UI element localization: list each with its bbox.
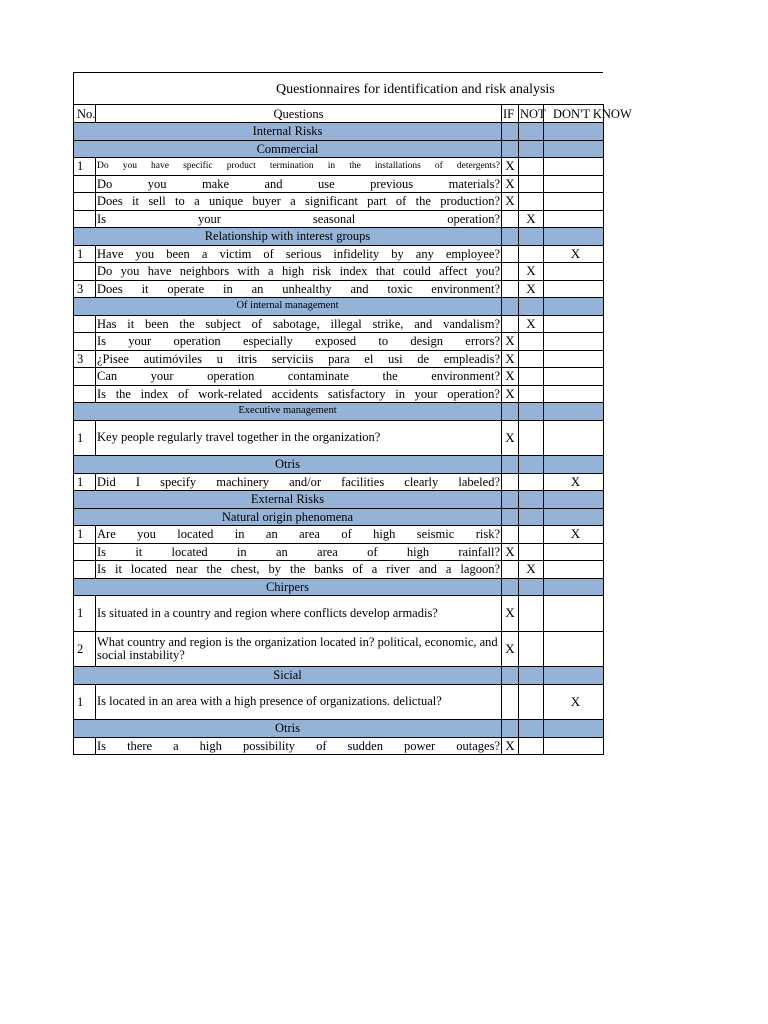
answer-not-cell[interactable]: X [519,280,544,298]
section-label: Relationship with interest groups [74,228,502,246]
question-row [74,333,604,351]
section-row [74,228,604,246]
question-row [74,158,604,176]
question-text: ¿Pisee autimóviles u itris serviciis para el usi de empleadis? [97,351,500,366]
answer-if-cell[interactable] [502,280,519,298]
answer-dont-know-cell[interactable] [544,175,604,193]
question-text: Do you have neighbors with a high risk index that could affect you? [97,264,500,279]
question-text: Is the index of work-related accidents satisfactory in your operation? [97,386,500,401]
answer-dont-know-cell[interactable] [544,263,604,281]
answer-not-cell[interactable] [519,158,544,176]
section-label: Internal Risks [74,123,502,141]
answer-if-cell[interactable]: X [502,175,519,193]
question-number [74,175,96,193]
question-number: 1 [74,684,96,720]
section-empty-cell [502,123,519,141]
answer-not-cell[interactable] [519,385,544,403]
question-text: Did I specify machinery and/or facilities clearly labeled? [97,474,500,489]
question-number: 2 [74,631,96,667]
question-text: Have you been a victim of serious infidelity by any employee? [97,246,500,261]
answer-if-cell[interactable] [502,210,519,228]
question-row [74,245,604,263]
answer-not-cell[interactable] [519,333,544,351]
section-label: Executive management [74,403,502,421]
section-row [74,491,604,509]
answer-if-cell[interactable] [502,315,519,333]
answer-if-cell[interactable] [502,245,519,263]
answer-not-cell[interactable] [519,543,544,561]
question-text: Is it located in an area of high rainfall? [97,544,500,559]
header-no: No. [74,105,96,123]
answer-not-cell[interactable]: X [519,561,544,579]
section-empty-cell [544,667,604,685]
section-row [74,140,604,158]
answer-if-cell[interactable]: X [502,350,519,368]
section-empty-cell [519,140,544,158]
answer-dont-know-cell[interactable]: X [544,245,604,263]
answer-if-cell[interactable]: X [502,333,519,351]
answer-if-cell[interactable]: X [502,596,519,632]
question-row [74,737,604,755]
answer-not-cell[interactable] [519,245,544,263]
question-row [74,210,604,228]
question-number [74,333,96,351]
question-number [74,263,96,281]
question-row [74,561,604,579]
question-text: Is it located near the chest, by the banks of a river and a lagoon? [97,562,500,577]
question-row [74,631,604,667]
answer-if-cell[interactable]: X [502,543,519,561]
answer-not-cell[interactable] [519,350,544,368]
answer-not-cell[interactable] [519,631,544,667]
section-empty-cell [544,578,604,596]
question-text: Does it sell to a unique buyer a significant part of the production? [97,194,500,209]
question-row [74,315,604,333]
answer-if-cell[interactable]: X [502,385,519,403]
answer-if-cell[interactable]: X [502,420,519,456]
questionnaire-sheet [73,72,632,755]
answer-not-cell[interactable] [519,596,544,632]
section-empty-cell [544,140,604,158]
question-row [74,368,604,386]
section-label: Natural origin phenomena [74,508,502,526]
section-empty-cell [544,720,604,738]
question-row [74,280,604,298]
answer-dont-know-cell[interactable] [544,210,604,228]
questionnaire-table [73,104,632,755]
question-number: 1 [74,420,96,456]
section-label: Commercial [74,140,502,158]
answer-dont-know-cell[interactable] [544,158,604,176]
section-empty-cell [502,140,519,158]
answer-if-cell[interactable]: X [502,737,519,755]
question-number: 3 [74,280,96,298]
section-empty-cell [519,720,544,738]
answer-dont-know-cell[interactable] [544,420,604,456]
section-row [74,578,604,596]
section-row [74,456,604,474]
question-text: Can your operation contaminate the environment? [97,369,500,384]
answer-dont-know-cell[interactable] [544,596,604,632]
answer-dont-know-cell[interactable]: X [544,526,604,544]
question-text: Key people regularly travel together in the organization? [96,420,502,456]
section-empty-cell [502,491,519,509]
question-text: What country and region is the organization located in? political, economic, and social instability? [96,631,502,667]
answer-dont-know-cell[interactable] [544,561,604,579]
answer-if-cell[interactable]: X [502,368,519,386]
question-number: 1 [74,526,96,544]
question-text: Do you make and use previous materials? [97,176,500,191]
section-empty-cell [544,228,604,246]
question-row [74,385,604,403]
answer-if-cell[interactable] [502,684,519,720]
answer-dont-know-cell[interactable] [544,315,604,333]
answer-not-cell[interactable]: X [519,315,544,333]
question-row [74,596,604,632]
header-row [74,105,604,123]
section-empty-cell [544,123,604,141]
section-empty-cell [519,403,544,421]
question-row [74,420,604,456]
question-number [74,385,96,403]
section-empty-cell [544,403,604,421]
section-row [74,720,604,738]
answer-dont-know-cell[interactable] [544,737,604,755]
question-text: Are you located in an area of high seismic risk? [97,527,500,542]
answer-not-cell[interactable]: X [519,263,544,281]
answer-if-cell[interactable]: X [502,158,519,176]
answer-dont-know-cell[interactable] [544,193,604,211]
section-empty-cell [544,491,604,509]
question-number [74,543,96,561]
question-row [74,350,604,368]
section-empty-cell [544,298,604,316]
section-row [74,403,604,421]
answer-not-cell[interactable] [519,420,544,456]
question-row [74,526,604,544]
header-not: NOT [520,106,546,121]
section-empty-cell [502,403,519,421]
section-empty-cell [544,456,604,474]
question-number [74,368,96,386]
section-row [74,123,604,141]
question-number: 3 [74,350,96,368]
question-number: 1 [74,245,96,263]
section-empty-cell [502,720,519,738]
answer-dont-know-cell[interactable] [544,631,604,667]
section-empty-cell [502,298,519,316]
section-label: External Risks [74,491,502,509]
section-empty-cell [502,578,519,596]
answer-not-cell[interactable]: X [519,210,544,228]
question-number: 1 [74,158,96,176]
section-label: Otris [74,720,502,738]
question-text: Is your operation especially exposed to design errors? [97,334,500,349]
header-questions: Questions [96,105,502,123]
section-row [74,667,604,685]
section-empty-cell [502,456,519,474]
answer-dont-know-cell[interactable] [544,280,604,298]
question-text: Is your seasonal operation? [97,211,500,226]
header-if: IF [502,105,519,123]
question-row [74,263,604,281]
section-empty-cell [519,508,544,526]
answer-if-cell[interactable] [502,263,519,281]
answer-if-cell[interactable] [502,473,519,491]
question-row [74,684,604,720]
answer-not-cell[interactable] [519,684,544,720]
answer-if-cell[interactable] [502,561,519,579]
question-number [74,315,96,333]
section-empty-cell [519,298,544,316]
question-text: Has it been the subject of sabotage, illegal strike, and vandalism? [97,316,500,331]
answer-not-cell[interactable] [519,737,544,755]
question-number: 1 [74,473,96,491]
answer-not-cell[interactable] [519,193,544,211]
section-empty-cell [519,667,544,685]
question-row [74,543,604,561]
answer-dont-know-cell[interactable] [544,333,604,351]
answer-not-cell[interactable] [519,473,544,491]
question-text: Does it operate in an unhealthy and toxic environment? [97,281,500,296]
section-empty-cell [502,667,519,685]
section-empty-cell [519,456,544,474]
section-empty-cell [519,228,544,246]
section-label: Of internal management [74,298,502,316]
question-number: 1 [74,596,96,632]
question-row [74,175,604,193]
title-row [73,72,603,104]
question-number [74,561,96,579]
question-text: Is situated in a country and region where conflicts develop armadis? [96,596,502,632]
section-empty-cell [502,228,519,246]
question-number [74,737,96,755]
section-empty-cell [544,508,604,526]
answer-dont-know-cell[interactable] [544,385,604,403]
answer-dont-know-cell[interactable] [544,543,604,561]
answer-not-cell[interactable] [519,526,544,544]
answer-dont-know-cell[interactable] [544,350,604,368]
answer-dont-know-cell[interactable] [544,368,604,386]
question-number [74,210,96,228]
section-row [74,508,604,526]
header-dont-know: DON'T KNOW [544,105,604,123]
question-row [74,473,604,491]
answer-not-cell[interactable] [519,368,544,386]
section-empty-cell [519,578,544,596]
answer-if-cell[interactable]: X [502,631,519,667]
question-number [74,193,96,211]
section-empty-cell [519,491,544,509]
question-text: Do you have specific product termination in the installations of detergents? [96,158,502,176]
question-text: Is there a high possibility of sudden power outages? [97,738,500,753]
section-row [74,298,604,316]
answer-dont-know-cell[interactable]: X [544,473,604,491]
section-label: Otris [74,456,502,474]
answer-if-cell[interactable] [502,526,519,544]
section-label: Chirpers [74,578,502,596]
section-empty-cell [502,508,519,526]
answer-dont-know-cell[interactable]: X [544,684,604,720]
page-title: Questionnaires for identification and risk analysis [276,82,555,97]
answer-not-cell[interactable] [519,175,544,193]
question-row [74,193,604,211]
question-text: Is located in an area with a high presence of organizations. delictual? [96,684,502,720]
section-empty-cell [519,123,544,141]
section-label: Sicial [74,667,502,685]
answer-if-cell[interactable]: X [502,193,519,211]
